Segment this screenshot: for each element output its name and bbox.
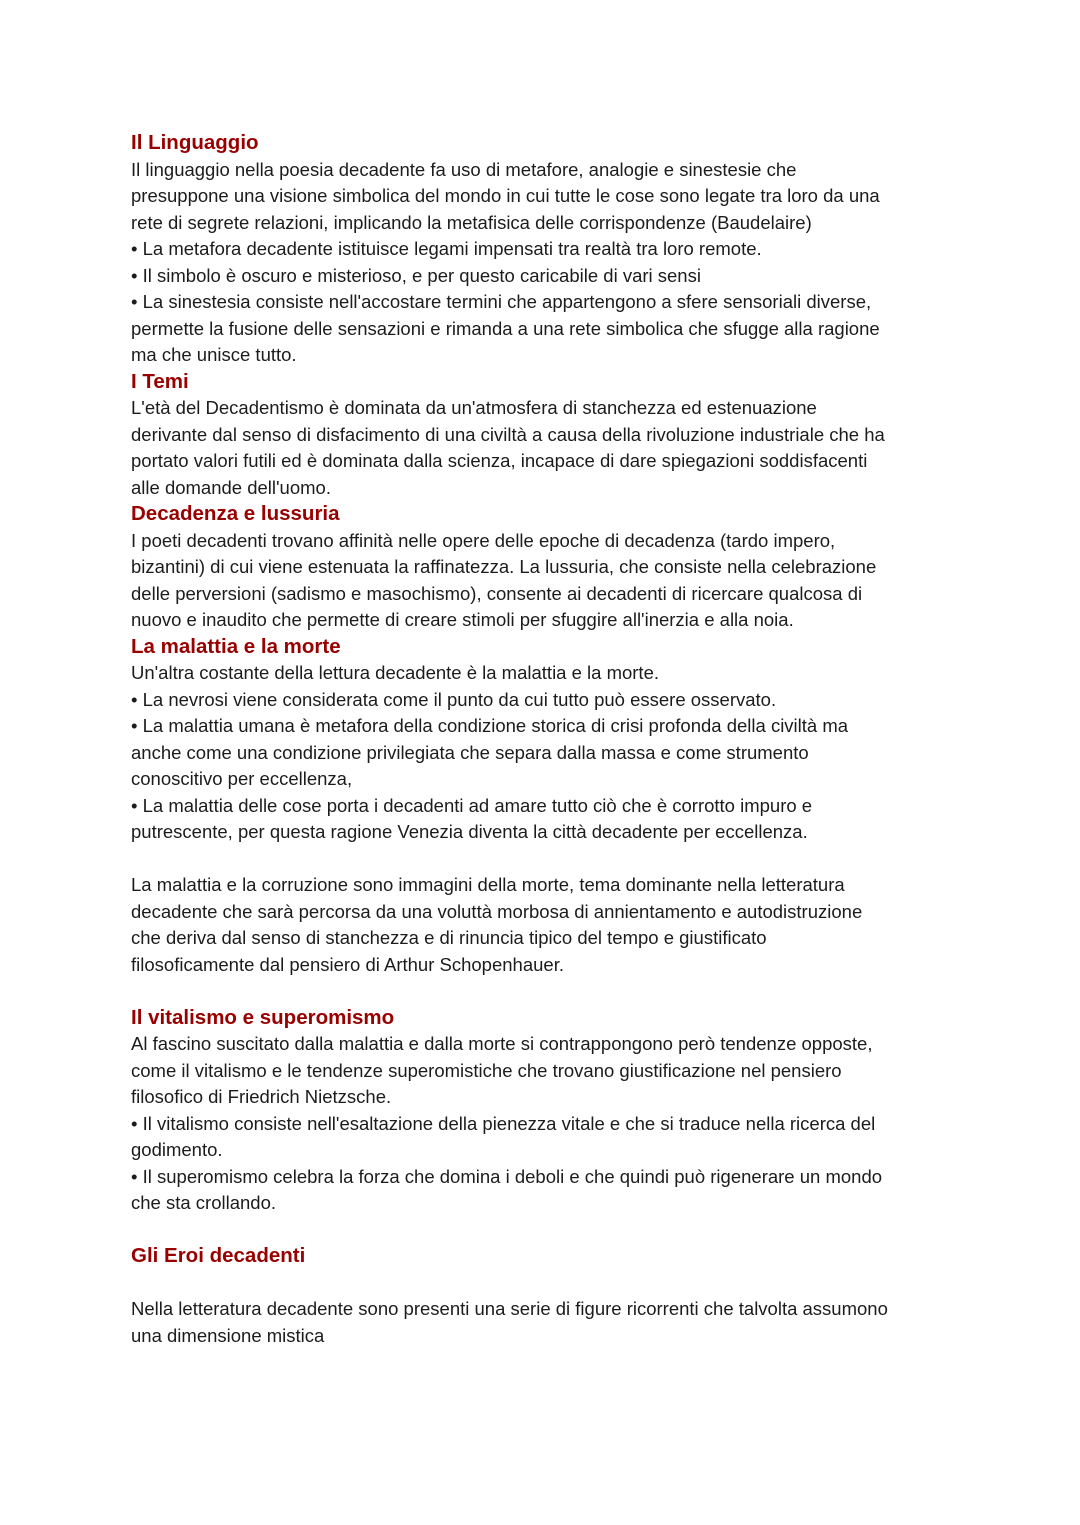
section-vitalismo-superomismo [131,1005,961,1244]
text-line: Al fascino suscitato dalla malattia e dalla morte si contrappongono però tendenze opposte, [131,1033,873,1054]
text-line: Un'altra costante della lettura decadente è la malattia e la morte. [131,662,659,683]
section-linguaggio [131,130,961,369]
bullet-item: • La metafora decadente istituisce legami impensati tra realtà tra loro remote. [131,238,762,259]
section-heading: La malattia e la morte [131,634,341,658]
bullet-item: • Il superomismo celebra la forza che domina i deboli e che quindi può rigenerare un mondo [131,1165,883,1187]
text-line: Nella letteratura decadente sono presenti una serie di figure ricorrenti che talvolta assumono [131,1298,888,1319]
text-line: come il vitalismo e le tendenze superomistiche che trovano giustificazione nel pensiero [131,1059,842,1081]
text-line: alle domande dell'uomo. [131,476,331,498]
text-line: che sta crollando. [131,1192,277,1213]
bullet-item: • La malattia delle cose porta i decadenti ad amare tutto ciò che è corrotto impuro e [131,794,813,816]
text-line: putrescente, per questa ragione Venezia diventa la città decadente per eccellenza. [131,821,808,842]
text-line: presuppone una visione simbolica del mondo in cui tutte le cose sono legate tra loro da una [131,185,880,206]
bullet-item: • Il vitalismo consiste nell'esaltazione della pienezza vitale e che si traduce nella ricerca del [131,1112,876,1134]
text-line: delle perversioni (sadismo e masochismo), consente ai decadenti di ricercare qualcosa di [131,582,863,604]
text-line: derivante dal senso di disfacimento di una civiltà a causa della rivoluzione industriale che ha [131,423,885,445]
bullet-item: • La nevrosi viene considerata come il punto da cui tutto può essere osservato. [131,688,777,710]
text-line: nuovo e inaudito che permette di creare stimoli per sfuggire all'inerzia e alla noia. [131,609,794,630]
section-heading: Il vitalismo e superomismo [131,1005,395,1029]
text-line: Il linguaggio nella poesia decadente fa uso di metafore, analogie e sinestesie che [131,158,797,180]
text-line: decadente che sarà percorsa da una voluttà morbosa di annientamento e autodistruzione [131,900,863,922]
text-line: che deriva dal senso di stanchezza e di rinuncia tipico del tempo e giustificato [131,927,767,948]
text-line: ma che unisce tutto. [131,344,297,365]
text-line: anche come una condizione privilegiata che separa dalla massa e come strumento [131,741,809,763]
bullet-item: • La sinestesia consiste nell'accostare termini che appartengono a sfere sensoriali diverse, [131,291,872,312]
section-temi [131,369,961,502]
section-heading: I Temi [131,369,189,393]
text-line: una dimensione mistica [131,1324,325,1346]
text-line: conoscitivo per eccellenza, [131,768,353,789]
section-eroi-decadenti [131,1243,961,1349]
section-heading: Gli Eroi decadenti [131,1244,306,1267]
document-page [131,130,961,1349]
blank-line [131,1270,961,1297]
bullet-item: • La malattia umana è metafora della condizione storica di crisi profonda della civiltà ma [131,715,849,736]
text-line: permette la fusione delle sensazioni e rimanda a una rete simbolica che sfugge alla ragione [131,317,880,339]
text-line: filosoficamente dal pensiero di Arthur Schopenhauer. [131,953,564,975]
text-line: rete di segrete relazioni, implicando la metafisica delle corrispondenze (Baudelaire) [131,211,812,233]
blank-line [131,1217,961,1244]
text-line: L'età del Decadentismo è dominata da un'atmosfera di stanchezza ed estenuazione [131,397,817,418]
text-line: filosofico di Friedrich Nietzsche. [131,1086,392,1107]
section-malattia-morte [131,634,961,1005]
section-heading: Il Linguaggio [131,131,259,154]
text-line: portato valori futili ed è dominata dalla scienza, incapace di dare spiegazioni soddisfacenti [131,450,868,471]
text-line: La malattia e la corruzione sono immagini della morte, tema dominante nella letteratura [131,874,845,895]
section-decadenza-lussuria [131,501,961,634]
text-line: bizantini) di cui viene estenuata la raffinatezza. La lussuria, che consiste nella celebrazione [131,556,877,577]
blank-line [131,846,961,873]
text-line: I poeti decadenti trovano affinità nelle opere delle epoche di decadenza (tardo impero, [131,529,836,551]
bullet-item: • Il simbolo è oscuro e misterioso, e per questo caricabile di vari sensi [131,264,701,286]
blank-line [131,978,961,1005]
text-line: godimento. [131,1139,223,1160]
section-heading: Decadenza e lussuria [131,502,340,525]
